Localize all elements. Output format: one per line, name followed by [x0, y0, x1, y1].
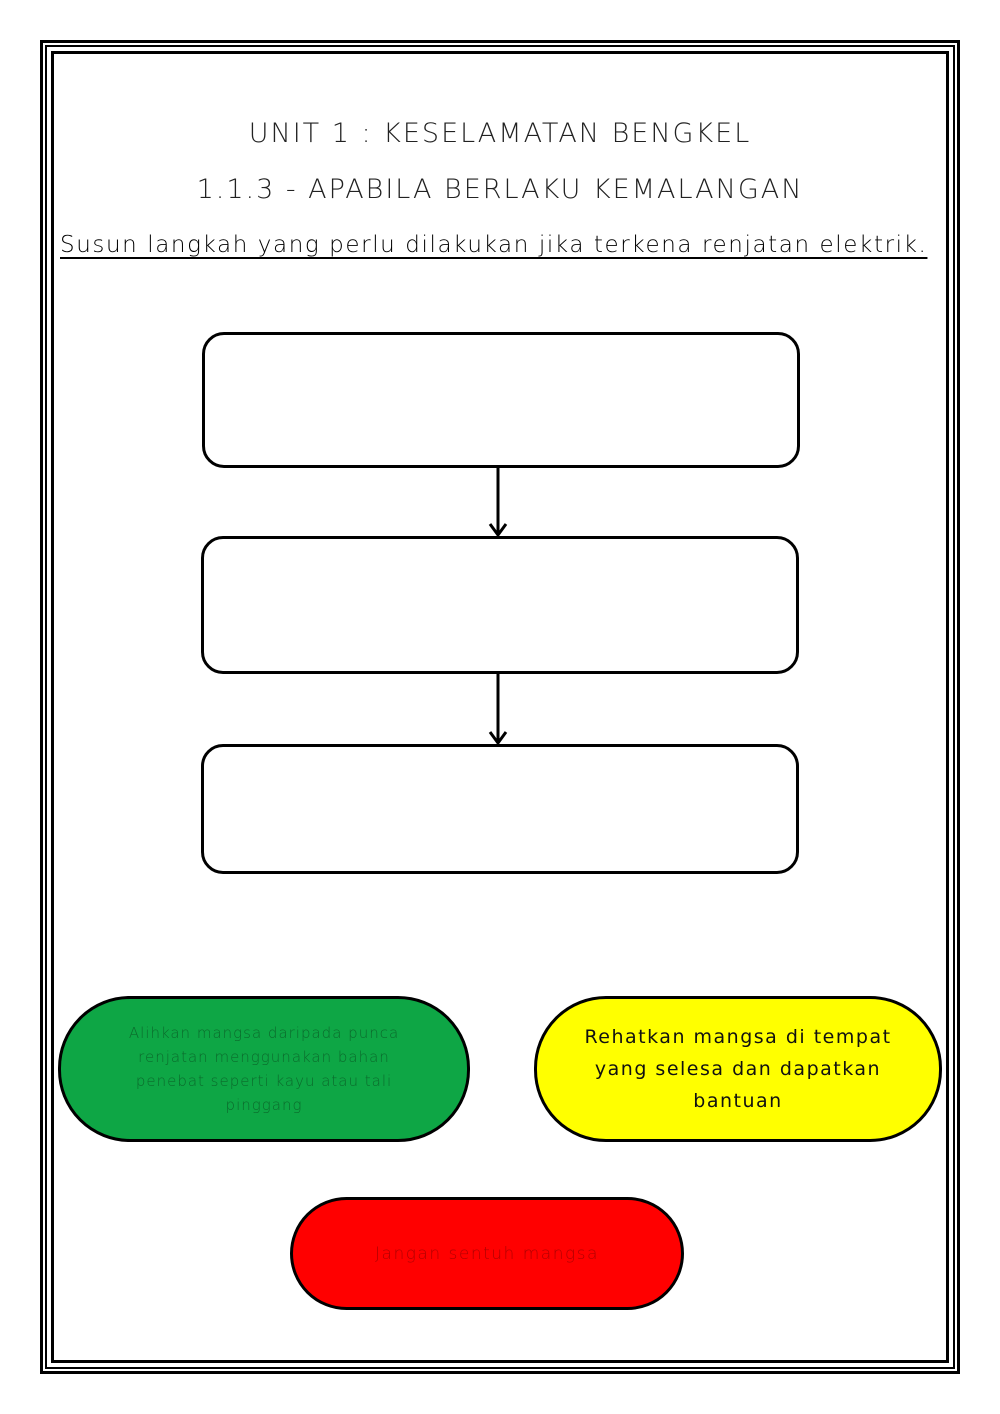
option-card-label: Alihkan mangsa daripada punca renjatan menggunakan bahan penebat seperti kayu atau tali pinggang — [128, 1024, 400, 1114]
down-arrow-icon — [486, 672, 510, 746]
option-card-label: Jangan sentuh mangsa — [375, 1243, 599, 1264]
down-arrow-icon — [486, 466, 510, 538]
drop-slot-step-2[interactable] — [201, 536, 799, 674]
option-card-move-victim[interactable] — [58, 996, 470, 1142]
drop-slot-step-1[interactable] — [202, 332, 800, 468]
unit-title: UNIT 1 : KESELAMATAN BENGKEL — [248, 118, 752, 149]
option-card-rest-victim[interactable] — [534, 996, 942, 1142]
option-card-do-not-touch[interactable] — [290, 1197, 684, 1310]
topic-title: 1.1.3 - APABILA BERLAKU KEMALANGAN — [196, 174, 804, 205]
instruction-text: Susun langkah yang perlu dilakukan jika terkena renjatan elektrik. — [60, 232, 928, 258]
drop-slot-step-3[interactable] — [201, 744, 799, 874]
option-card-label: Rehatkan mangsa di tempat yang selesa dan dapatkan bantuan — [584, 1026, 892, 1112]
